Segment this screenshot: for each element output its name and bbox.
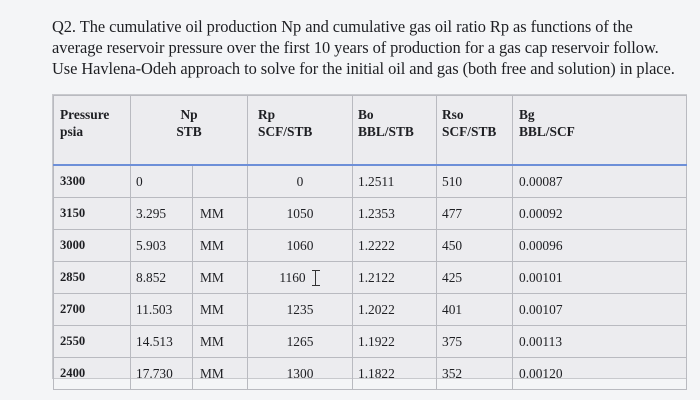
header-unit: SCF/STB [258, 124, 313, 139]
header-label: Pressure [60, 107, 110, 122]
table-row [54, 358, 687, 390]
cell-bo: 1.2222 [353, 230, 437, 262]
header-bg [513, 96, 687, 166]
cell-np-unit: MM [193, 294, 248, 326]
header-label: Rso [442, 107, 464, 122]
table-row [54, 294, 687, 326]
cell-bo: 1.2353 [353, 198, 437, 230]
cell-bg: 0.00087 [513, 165, 687, 198]
header-bo [353, 96, 437, 166]
question-text [52, 16, 684, 79]
cell-np-unit [193, 165, 248, 198]
cell-bo: 1.2511 [353, 165, 437, 198]
header-unit: STB [176, 124, 202, 139]
cell-bo: 1.1822 [353, 358, 437, 390]
cell-np: 3.295 [131, 198, 193, 230]
text-cursor-icon [311, 270, 321, 286]
table-row [54, 165, 687, 198]
cell-np: 5.903 [131, 230, 193, 262]
table-row [54, 262, 687, 294]
cell-rp: 1060 [248, 230, 353, 262]
cell-pressure: 3000 [54, 230, 131, 262]
cell-np: 17.730 [131, 358, 193, 390]
cell-rso: 352 [437, 358, 513, 390]
header-label: Rp [258, 107, 276, 122]
table-row [54, 326, 687, 358]
cell-pressure: 2550 [54, 326, 131, 358]
cell-bg: 0.00113 [513, 326, 687, 358]
cell-np: 11.503 [131, 294, 193, 326]
cell-rp: 1300 [248, 358, 353, 390]
cell-rso: 375 [437, 326, 513, 358]
question-line: Use Havlena-Odeh approach to solve for the initial oil and gas (both free and solution) in place. [52, 59, 675, 78]
cell-bo: 1.2022 [353, 294, 437, 326]
cell-rso: 401 [437, 294, 513, 326]
cell-rp [248, 262, 353, 294]
header-rso [437, 96, 513, 166]
data-table [52, 94, 687, 379]
cell-pressure: 2400 [54, 358, 131, 390]
cell-np: 8.852 [131, 262, 193, 294]
cell-np: 0 [131, 165, 193, 198]
cell-np-unit: MM [193, 326, 248, 358]
cell-pressure: 3300 [54, 165, 131, 198]
header-label: Bg [519, 107, 535, 122]
cell-pressure: 3150 [54, 198, 131, 230]
header-unit: BBL/SCF [519, 124, 575, 139]
cell-rp: 0 [248, 165, 353, 198]
table-row [54, 198, 687, 230]
cell-rso: 450 [437, 230, 513, 262]
cell-bo: 1.2122 [353, 262, 437, 294]
cell-np-unit: MM [193, 262, 248, 294]
cell-bg: 0.00101 [513, 262, 687, 294]
cell-np-unit: MM [193, 358, 248, 390]
cell-np-unit: MM [193, 198, 248, 230]
table-header-row [54, 96, 687, 166]
header-np [131, 96, 248, 166]
cell-bg: 0.00096 [513, 230, 687, 262]
cell-bg: 0.00107 [513, 294, 687, 326]
cell-rp: 1235 [248, 294, 353, 326]
table-row [54, 230, 687, 262]
header-unit: SCF/STB [442, 124, 497, 139]
cell-bg: 0.00092 [513, 198, 687, 230]
header-label: Np [180, 107, 198, 122]
cell-np: 14.513 [131, 326, 193, 358]
cell-np-unit: MM [193, 230, 248, 262]
header-label: Bo [358, 107, 374, 122]
cell-rso: 510 [437, 165, 513, 198]
cell-rso: 477 [437, 198, 513, 230]
header-unit: psia [60, 124, 84, 139]
question-line: Q2. The cumulative oil production Np and cumulative gas oil ratio Rp as functions of the [52, 17, 633, 36]
header-unit: BBL/STB [358, 124, 414, 139]
header-pressure [54, 96, 131, 166]
cell-pressure: 2700 [54, 294, 131, 326]
cell-rso: 425 [437, 262, 513, 294]
cell-rp-value: 1160 [279, 269, 306, 285]
cell-bg: 0.00120 [513, 358, 687, 390]
question-line: average reservoir pressure over the first 10 years of production for a gas cap reservoir follow. [52, 38, 659, 57]
cell-rp: 1265 [248, 326, 353, 358]
cell-pressure: 2850 [54, 262, 131, 294]
header-rp [248, 96, 353, 166]
cell-rp: 1050 [248, 198, 353, 230]
cell-bo: 1.1922 [353, 326, 437, 358]
